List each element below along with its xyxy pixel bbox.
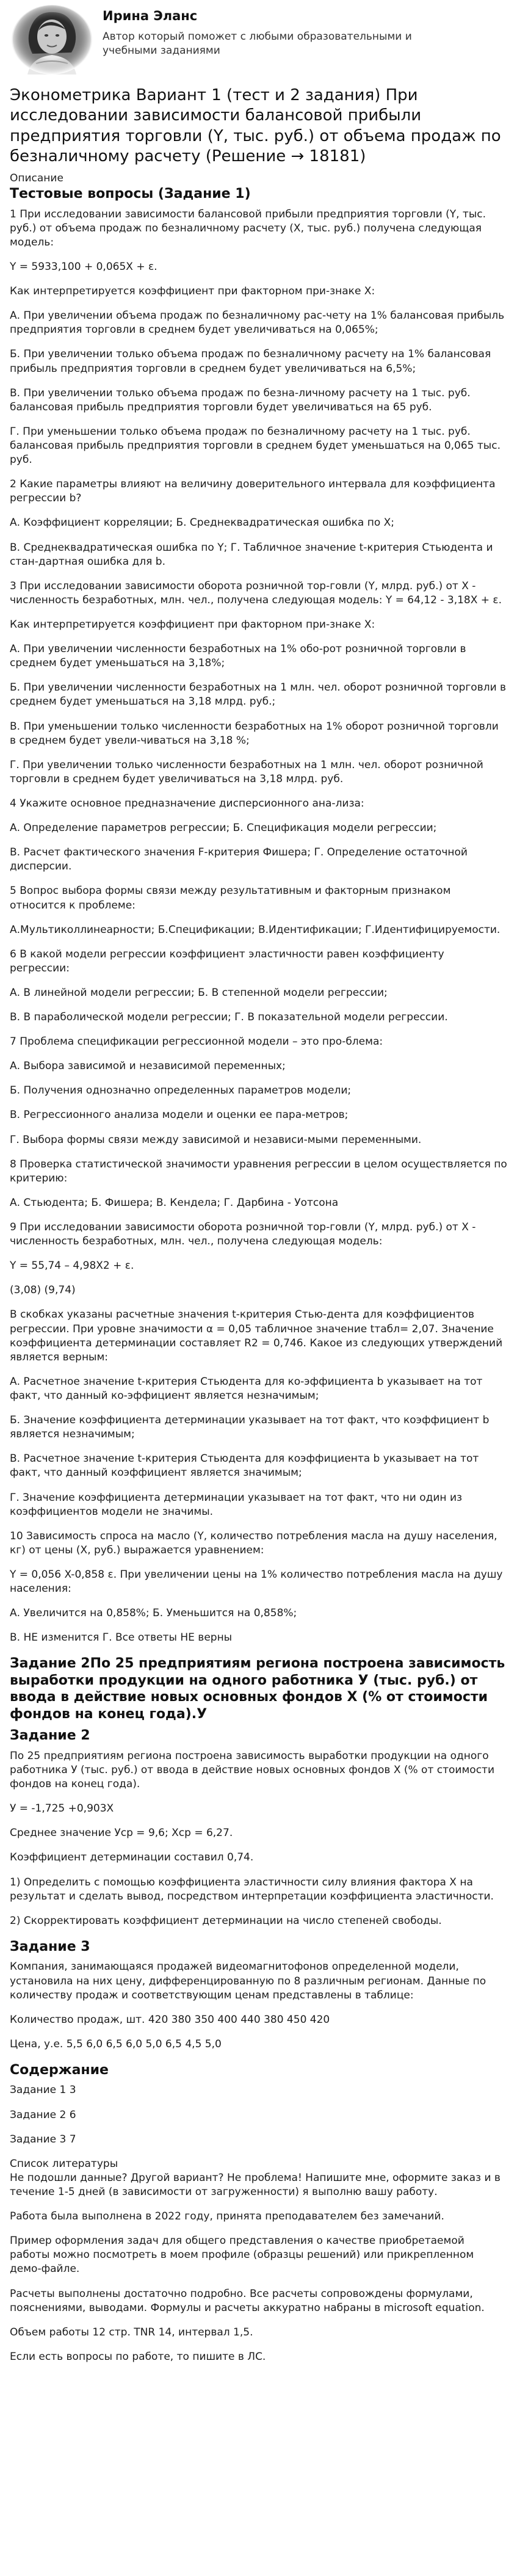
author-description-line: учебными заданиями [103,45,220,57]
test-question-paragraph: 10 Зависимость спроса на масло (Y, количество потребления масла на душу населения, кг) от цены (X, руб.) выражается уравнением: [10,1529,497,1556]
closing-paragraph: Объем работы 12 стр. TNR 14, интервал 1,5. [10,2326,253,2338]
test-question-paragraph: А. Расчетное значение t-критерия Стьюдента для ко-эффициента b указывает на тот факт, что данный ко-эффициент является незначимым; [10,1375,483,1402]
test-question-paragraph: 4 Укажите основное предназначение дисперсионного ана-лиза: [10,797,364,810]
test-question-paragraph: 3 При исследовании зависимости оборота розничной тор-говли (Y, млрд. руб.) от X - численность безработных, млн. чел., получена следующая модель: Y = 64,12 - 3,18X + ε. [10,579,502,606]
author-name[interactable]: Ирина Эланс [103,9,198,23]
test-question-paragraph: В. Регрессионного анализа модели и оценки ее пара-метров; [10,1109,349,1122]
test-question-paragraph: В. Расчет фактического значения F-критерия Фишера; Г. Определение остаточной дисперсии. [10,846,468,873]
test-question-paragraph: В. Среднеквадратическая ошибка по Y; Г. Табличное значение t-критерия Стьюдента и стан-дартная ошибка для b. [10,541,493,568]
test-question-paragraph: 2 Какие параметры влияют на величину доверительного интервала для коэффициента регрессии b? [10,478,496,505]
closing-section [10,2210,507,2364]
closing-paragraph: Пример оформления задач для общего представления о качестве приобретаемой работы можно посмотреть в моем профиле (образцы решений) или прикрепленном демо-файле. [10,2235,474,2276]
test-question-paragraph: 9 При исследовании зависимости оборота розничной тор-говли (Y, млрд. руб.) от X - численность безработных, млн. чел., получена следующая модель: [10,1221,476,1248]
test-question-paragraph: 1 При исследовании зависимости балансовой прибыли предприятия торговли (Y, тыс. руб.) от объема продаж по безналичному расчету (X, тыс. руб.) получена следующая модель: [10,208,486,249]
test-question-paragraph: Как интерпретируется коэффициент при факторном при-знаке X: [10,285,375,298]
author-description-line: Автор который поможет с любыми образовательными и [103,30,412,43]
test-question-paragraph: Y = 0,056 X-0,858 ε. При увеличении цены на 1% количество потребления масла на душу населения: [10,1569,503,1595]
test-question-paragraph: Б. Получения однозначно определенных параметров модели; [10,1084,352,1097]
contents-item: Задание 2 6 [10,2108,76,2121]
test-question-paragraph: А.Мультиколлинеарности; Б.Спецификации; В.Идентификации; Г.Идентифицируемости. [10,923,501,936]
task2-section [10,1749,507,1928]
test-question-paragraph: А. Коэффициент корреляции; Б. Среднеквадратическая ошибка по X; [10,517,395,529]
test-question-paragraph: В. НЕ изменится Г. Все ответы НЕ верны [10,1631,233,1644]
test-question-paragraph: Г. Выбора формы связи между зависимой и независи-мыми переменными. [10,1133,422,1146]
test-question-paragraph: 6 В какой модели регрессии коэффициент эластичности равен коэффициенту регрессии: [10,948,444,974]
closing-paragraph: Работа была выполнена в 2022 году, принята преподавателем без замечаний. [10,2210,444,2223]
test-question-paragraph: Г. При увеличении только численности безработных на 1 млн. чел. оборот розничной торговли в среднем будет увеличиваться на 3,18 млрд. руб. [10,758,483,785]
task2-paragraph: 1) Определить с помощью коэффициента эластичности силу влияния фактора Х на результат и сделать вывод, посредством интерпретации коэффициента эластичности. [10,1876,494,1903]
task2-paragraph: По 25 предприятиям региона построена зависимость выработки продукции на одного работника У (тыс. руб.) от ввода в действие новых основных фондов Х (% от стоимости фондов на конец года). [10,1749,494,1791]
test-question-paragraph: 8 Проверка статистической значимости уравнения регрессии в целом осуществляется по критерию: [10,1158,507,1185]
test-question-paragraph: А. Увеличится на 0,858%; Б. Уменьшится на 0,858%; [10,1607,297,1620]
task3-heading: Задание 3 [10,1939,90,1954]
avatar-photo-icon [12,5,92,74]
test-question-paragraph: Г. Значение коэффициента детерминации указывает на тот факт, что ни один из коэффициентов модели не значимы. [10,1491,463,1518]
test-question-paragraph: 5 Вопрос выбора формы связи между результативным и факторным признаком относится к проблеме: [10,885,451,912]
literature-label: Список литературы [10,2157,118,2170]
test-question-paragraph: Г. При уменьшении только объема продаж по безналичному расчету на 1 тыс. руб. балансовая прибыль предприятия торговли в среднем будет уменьшаться на 0,065 тыс. руб. [10,425,501,466]
test-question-paragraph: (3,08) (9,74) [10,1284,76,1297]
test-question-paragraph: В. При уменьшении только численности безработных на 1% оборот розничной торговли в среднем будет увели-чиваться на 3,18 %; [10,720,499,747]
task2-paragraph: У = -1,725 +0,903Х [10,1802,114,1815]
test-question-paragraph: А. Выбора зависимой и независимой переменных; [10,1060,286,1073]
author-info [103,4,412,58]
test-question-paragraph: Б. При увеличении численности безработных на 1 млн. чел. оборот розничной торговли в среднем будет уменьшаться на 3,18 млрд. руб.; [10,681,507,708]
test-question-paragraph: А. Стьюдента; Б. Фишера; В. Кендела; Г. Дарбина - Уотсона [10,1196,339,1209]
task3-paragraph: Компания, занимающаяся продажей видеомагнитофонов определенной модели, установила на них цену, дифференцированную по 8 различным регионам. Данные по количеству продаж и соответствующим ценам представлены в таблице: [10,1961,486,2001]
test-question-paragraph: В. При увеличении только объема продаж по безна-личному расчету на 1 тыс. руб. балансовая прибыль предприятия торговли будет увеличиваться на 65 руб. [10,386,471,413]
test-questions-heading: Тестовые вопросы (Задание 1) [10,186,251,202]
task3-section [10,1960,507,2052]
test-question-paragraph: Б. Значение коэффициента детерминации указывает на тот факт, что коэффициент b является незначимым; [10,1414,490,1441]
contents-list [10,2083,507,2146]
test-question-paragraph: А. В линейной модели регрессии; Б. В степенной модели регрессии; [10,986,388,999]
test-questions-section [10,208,507,1645]
contents-item: Задание 1 3 [10,2084,76,2097]
description-label: Описание [10,172,63,185]
task2-paragraph: 2) Скорректировать коэффициент детерминации на число степеней свободы. [10,1914,442,1927]
author-description [103,30,412,59]
test-question-paragraph: Б. При увеличении только объема продаж по безналичному расчету на 1% балансовая прибыль предприятия торговли в среднем будет увеличиваться на 6,5%; [10,348,491,375]
test-question-paragraph: Как интерпретируется коэффициент при факторном при-знаке X: [10,618,375,631]
test-question-paragraph: А. При увеличении численности безработных на 1% обо-рот розничной торговли в среднем будет уменьшаться на 3,18%; [10,643,466,670]
contents-item: Задание 3 7 [10,2133,76,2146]
test-question-paragraph: В. В параболической модели регрессии; Г. В показательной модели регрессии. [10,1011,448,1024]
closing-paragraph: Расчеты выполнены достаточно подробно. Все расчеты сопровождены формулами, пояснениями, выводами. Формулы и расчеты аккуратно набраны в microsoft equation. [10,2287,485,2314]
task3-paragraph: Количество продаж, шт. 420 380 350 400 440 380 450 420 [10,2013,330,2026]
test-question-paragraph: 7 Проблема спецификации регрессионной модели – это про-блема: [10,1036,383,1048]
author-card [10,0,507,76]
test-question-paragraph: Y = 5933,100 + 0,065X + ε. [10,261,157,273]
closing-paragraph: Если есть вопросы по работе, то пишите в ЛС. [10,2350,266,2363]
task2-paragraph: Среднее значение Уср = 9,6; Хср = 6,27. [10,1827,233,1840]
task2-bold-heading: Задание 2По 25 предприятиям региона построена зависимость выработки продукции на одного работника У (тыс. руб.) от ввода в действие новых основных фондов Х (% от стоимости фондов на конец года).У [10,1656,505,1722]
test-question-paragraph: В. Расчетное значение t-критерия Стьюдента для коэффициента b указывает на тот факт, что данный коэффициент является значимым; [10,1453,479,1479]
closing-paragraph: Не подошли данные? Другой вариант? Не проблема! Напишите мне, оформите заказ и в течение 1-5 дней (в зависимости от загруженности) я выполню вашу работу. [10,2171,501,2199]
test-question-paragraph: А. При увеличении объема продаж по безналичному рас-чету на 1% балансовая прибыль предприятия торговли в среднем будет увеличиваться на 0,065%; [10,310,505,336]
avatar[interactable] [10,4,94,76]
test-question-paragraph: Y = 55,74 – 4,98X2 + ε. [10,1260,134,1272]
task3-paragraph: Цена, у.е. 5,5 6,0 6,5 6,0 5,0 6,5 4,5 5,0 [10,2037,222,2050]
contents-heading: Содержание [10,2062,109,2078]
test-question-paragraph: В скобках указаны расчетные значения t-критерия Стью-дента для коэффициентов регрессии. При уровне значимости α = 0,05 табличное значение tтабл= 2,07. Значение коэффициента детерминации составляет R2 = 0,746. Какое из следующих утверждений является верным: [10,1308,503,1363]
task2-heading: Задание 2 [10,1728,90,1744]
test-question-paragraph: А. Определение параметров регрессии; Б. Спецификация модели регрессии; [10,822,437,835]
page-title: Эконометрика Вариант 1 (тест и 2 задания) При исследовании зависимости балансовой прибыли предприятия торговли (Y, тыс. руб.) от объема продаж по безналичному расчету (Решение → 18181) [10,86,501,165]
task2-paragraph: Коэффициент детерминации составил 0,74. [10,1851,254,1864]
